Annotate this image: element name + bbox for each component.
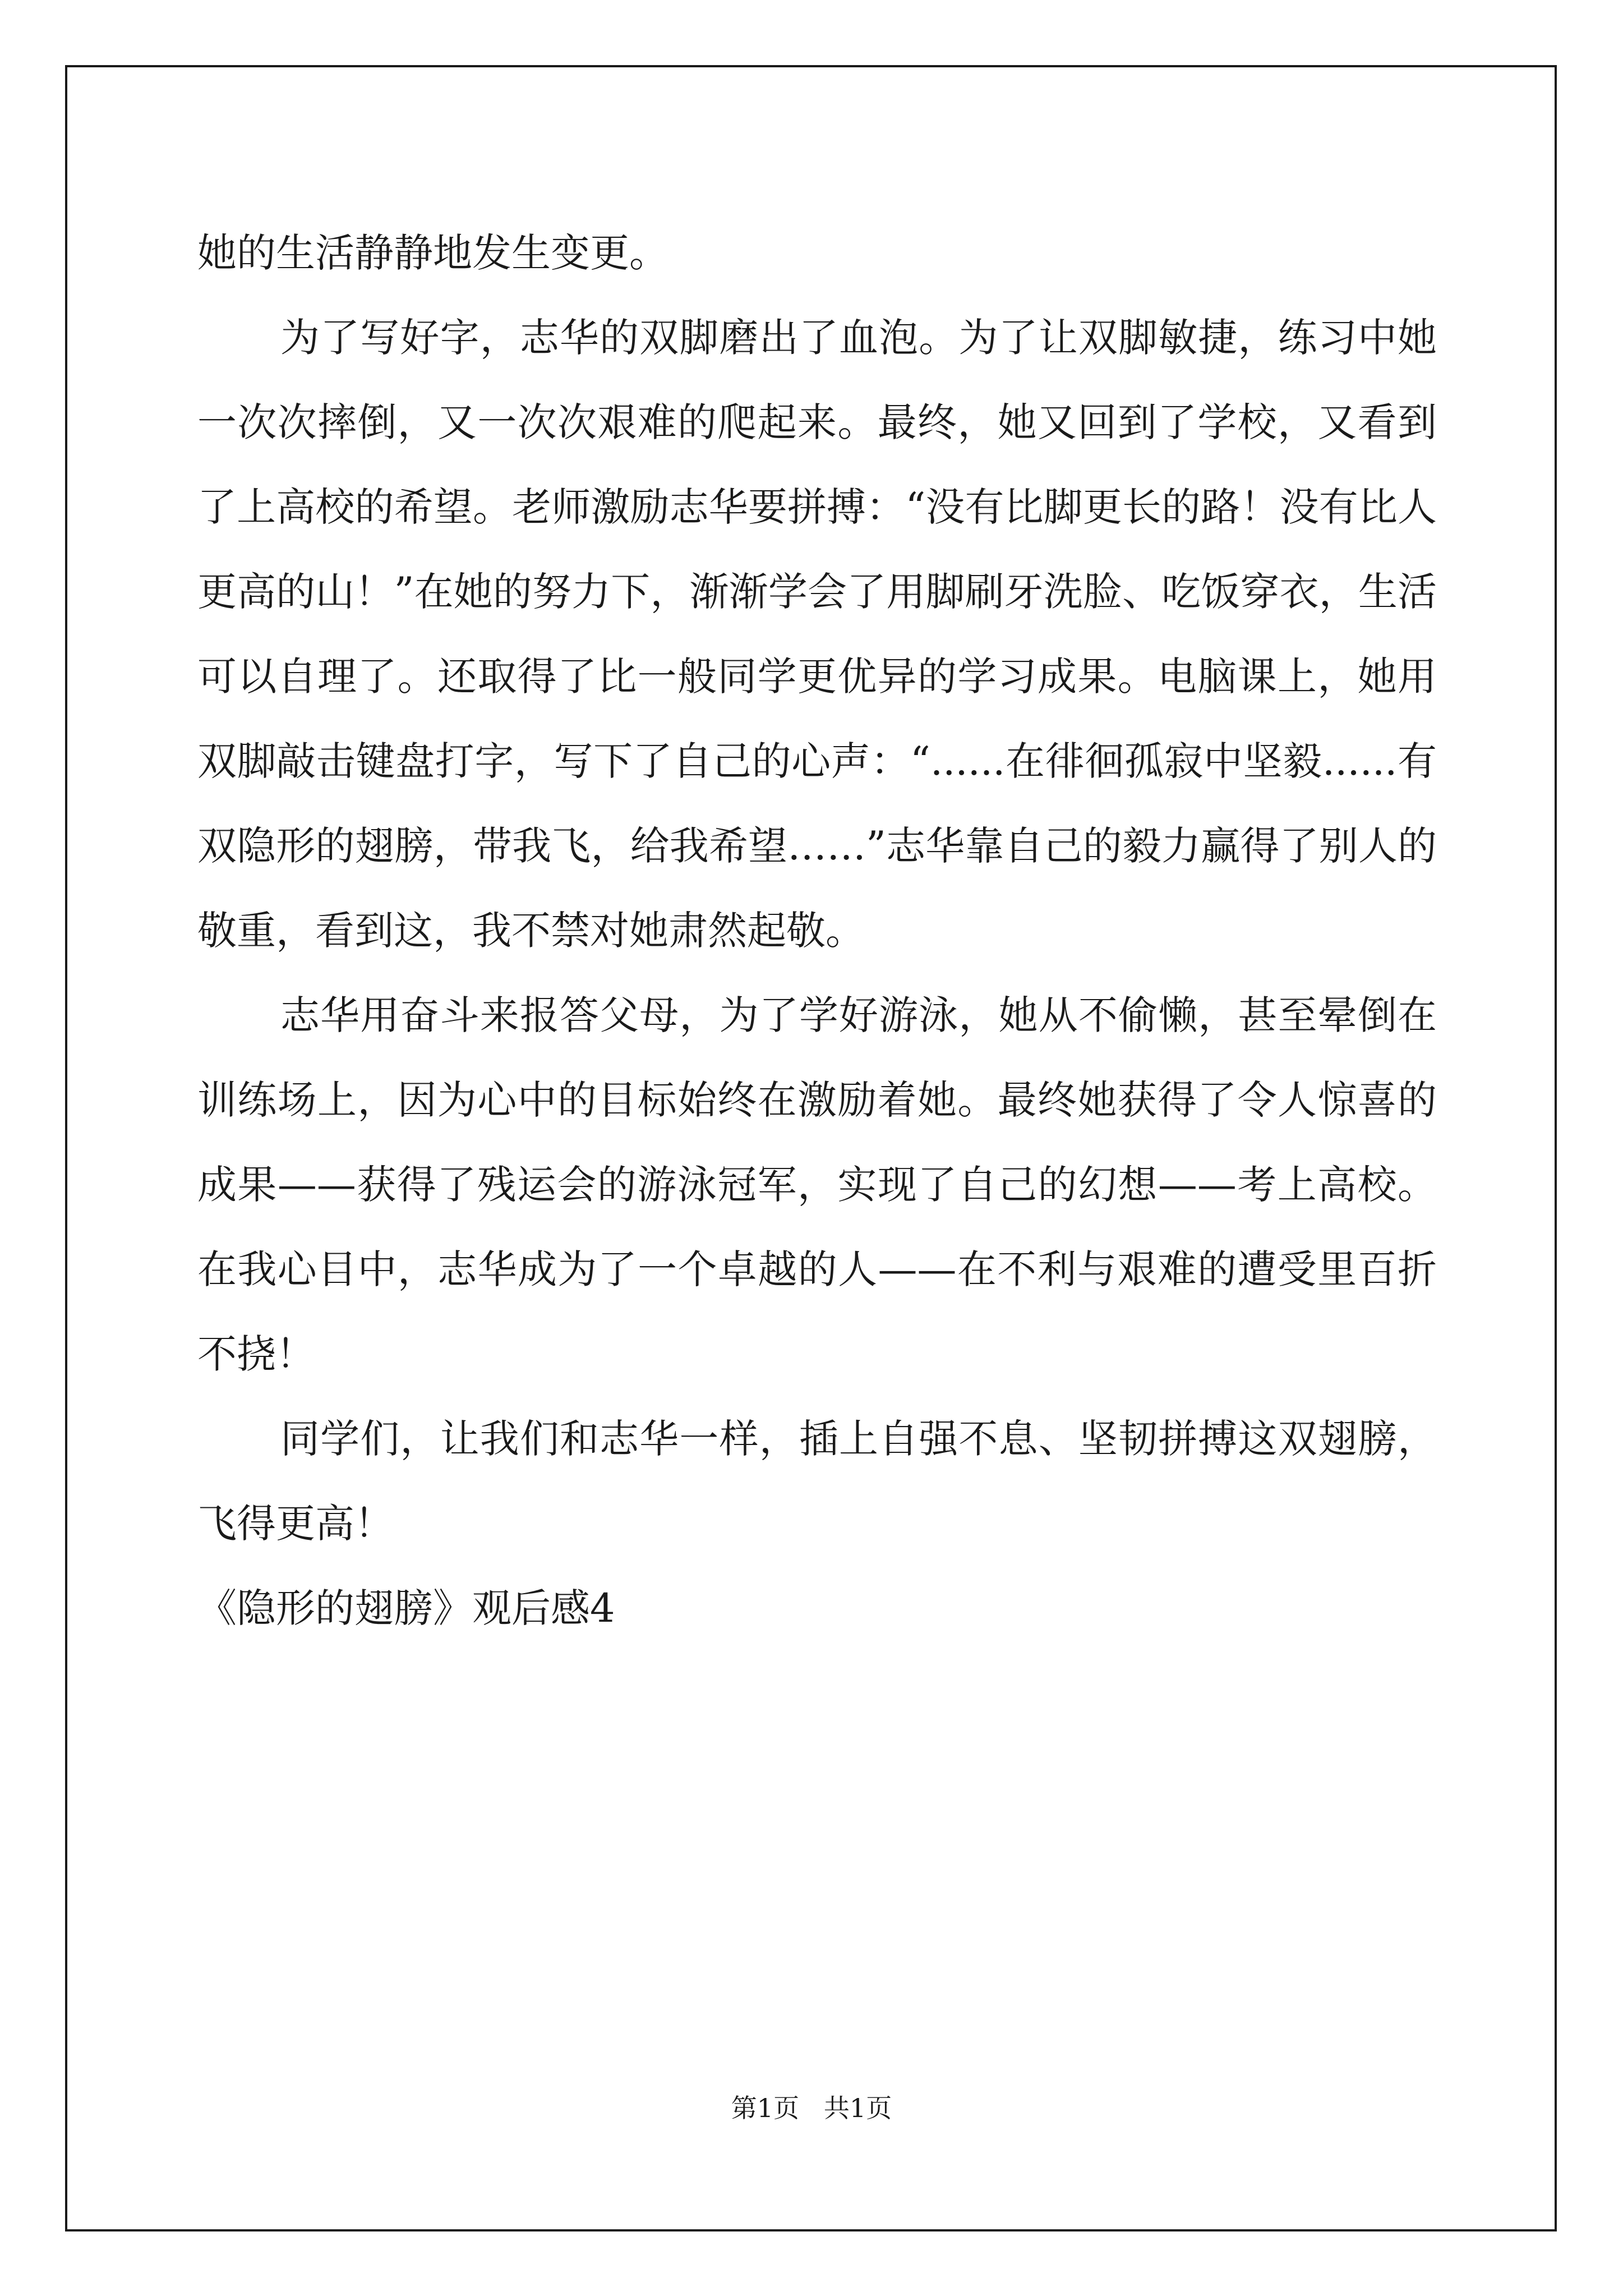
paragraph-1: 她的生活静静地发生变更。 <box>197 230 668 276</box>
paragraph-3: 志华用奋斗来报答父母，为了学好游泳，她从不偷懒，甚至晕倒在训练场上，因为心中的目标始终在激励着她。最终她获得了令人惊喜的成果——获得了残运会的游泳冠军，实现了自己的幻想——考上高校。在我心目中，志华成为了一个卓越的人——在不利与艰难的遭受里百折不挠！ <box>197 992 1437 1377</box>
paragraph-4: 同学们，让我们和志华一样，插上自强不息、坚韧拼搏这双翅膀，飞得更高！ <box>197 1416 1437 1547</box>
section-heading: 《隐形的翅膀》观后感4 <box>197 1585 615 1631</box>
paragraph-2: 为了写好字，志华的双脚磨出了血泡。为了让双脚敏捷，练习中她一次次摔倒，又一次次艰难的爬起来。最终，她又回到了学校，又看到了上高校的希望。老师激励志华要拼搏：“没有比脚更长的路！没有比人更高的山！”在她的努力下，渐渐学会了用脚刷牙洗脸、吃饭穿衣，生活可以自理了。还取得了比一般同学更优异的学习成果。电脑课上，她用双脚敲击键盘打字，写下了自己的心声：“......在徘徊孤寂中坚毅......有双隐形的翅膀，带我飞，给我希望……”志华靠自己的毅力赢得了别人的敬重，看到这，我不禁对她肃然起敬。 <box>197 315 1437 954</box>
document-body <box>197 211 1437 1651</box>
page-footer: 第1页 共1页 <box>731 2093 892 2123</box>
